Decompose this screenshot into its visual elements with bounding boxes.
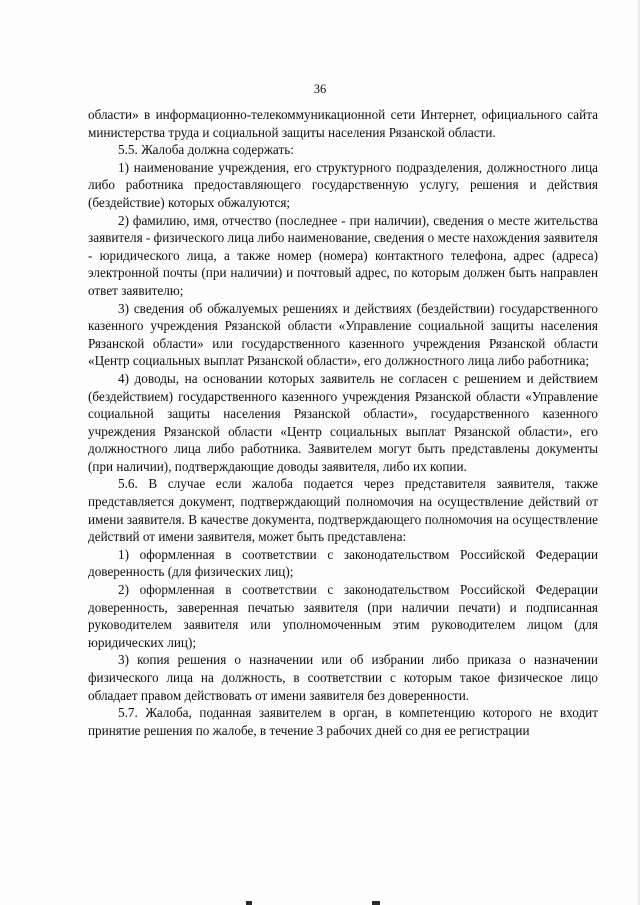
page-number: 36 <box>313 82 327 96</box>
scan-artifact-mark <box>246 901 252 905</box>
paragraph-3: 2) фамилию, имя, отчество (последнее - при наличии), сведения о месте жительства заявителя - физического лица либо наименование, сведения о месте нахождения заявителя - юридического лица, а также номер (номера) контактного телефона, адрес (адреса) электронной почты (при наличии) и почтовый адрес, по которым должен быть направлен ответ заявителю; <box>88 212 598 298</box>
paragraph-1: 5.5. Жалоба должна содержать: <box>118 142 294 158</box>
paragraph-8: 2) оформленная в соответствии с законодательством Российской Федерации доверенность, заверенная печатью заявителя (при наличии печати) и подписанная руководителем заявителя или уполномоченным этим руководителем лицом (для юридических лиц); <box>88 582 598 650</box>
paragraph-0: области» в информационно-телекоммуникационной сети Интернет, официального сайта министерства труда и социальной защиты населения Рязанской области. <box>88 107 598 140</box>
paragraph-10: 5.7. Жалоба, поданная заявителем в орган, в компетенцию которого не входит принятие решения по жалобе, в течение 3 рабочих дней со дня ее регистрации <box>88 705 598 738</box>
paragraph-7: 1) оформленная в соответствии с законодательством Российской Федерации доверенность (для физических лиц); <box>88 546 598 580</box>
paragraph-9: 3) копия решения о назначении или об избрании либо приказа о назначении физического лица на должность, в соответствии с которым такое физическое лицо обладает правом действовать от имени заявителя без доверенности. <box>88 652 598 703</box>
document-body <box>88 106 598 739</box>
paragraph-6: 5.6. В случае если жалоба подается через представителя заявителя, также представляется документ, подтверждающий полномочия на осуществление действий от имени заявителя. В качестве документа, подтверждающего полномочия на осуществление действий от имени заявителя, может быть представлена: <box>88 476 598 545</box>
paragraph-4: 3) сведения об обжалуемых решениях и действиях (бездействии) государственного казенного учреждения Рязанской области «Управление социальной защиты населения Рязанской области» или государственного казенного учреждения Рязанской области «Центр социальных выплат Рязанской области», его должностного лица либо работника; <box>88 300 598 369</box>
scan-artifact-mark <box>372 901 380 905</box>
paragraph-2: 1) наименование учреждения, его структурного подразделения, должностного лица либо работника предоставляющего государственную услугу, решения и действия (бездействие) которых обжалуются; <box>88 159 598 210</box>
paragraph-5: 4) доводы, на основании которых заявитель не согласен с решением и действием (бездействием) государственного казенного учреждения Рязанской области «Управление социальной защиты населения Рязанской области», государственного казенного учреждения Рязанской области «Центр социальных выплат Рязанской области», его должностного лица либо работника. Заявителем могут быть представлены документы (при наличии), подтверждающие доводы заявителя, либо их копии. <box>88 370 598 474</box>
